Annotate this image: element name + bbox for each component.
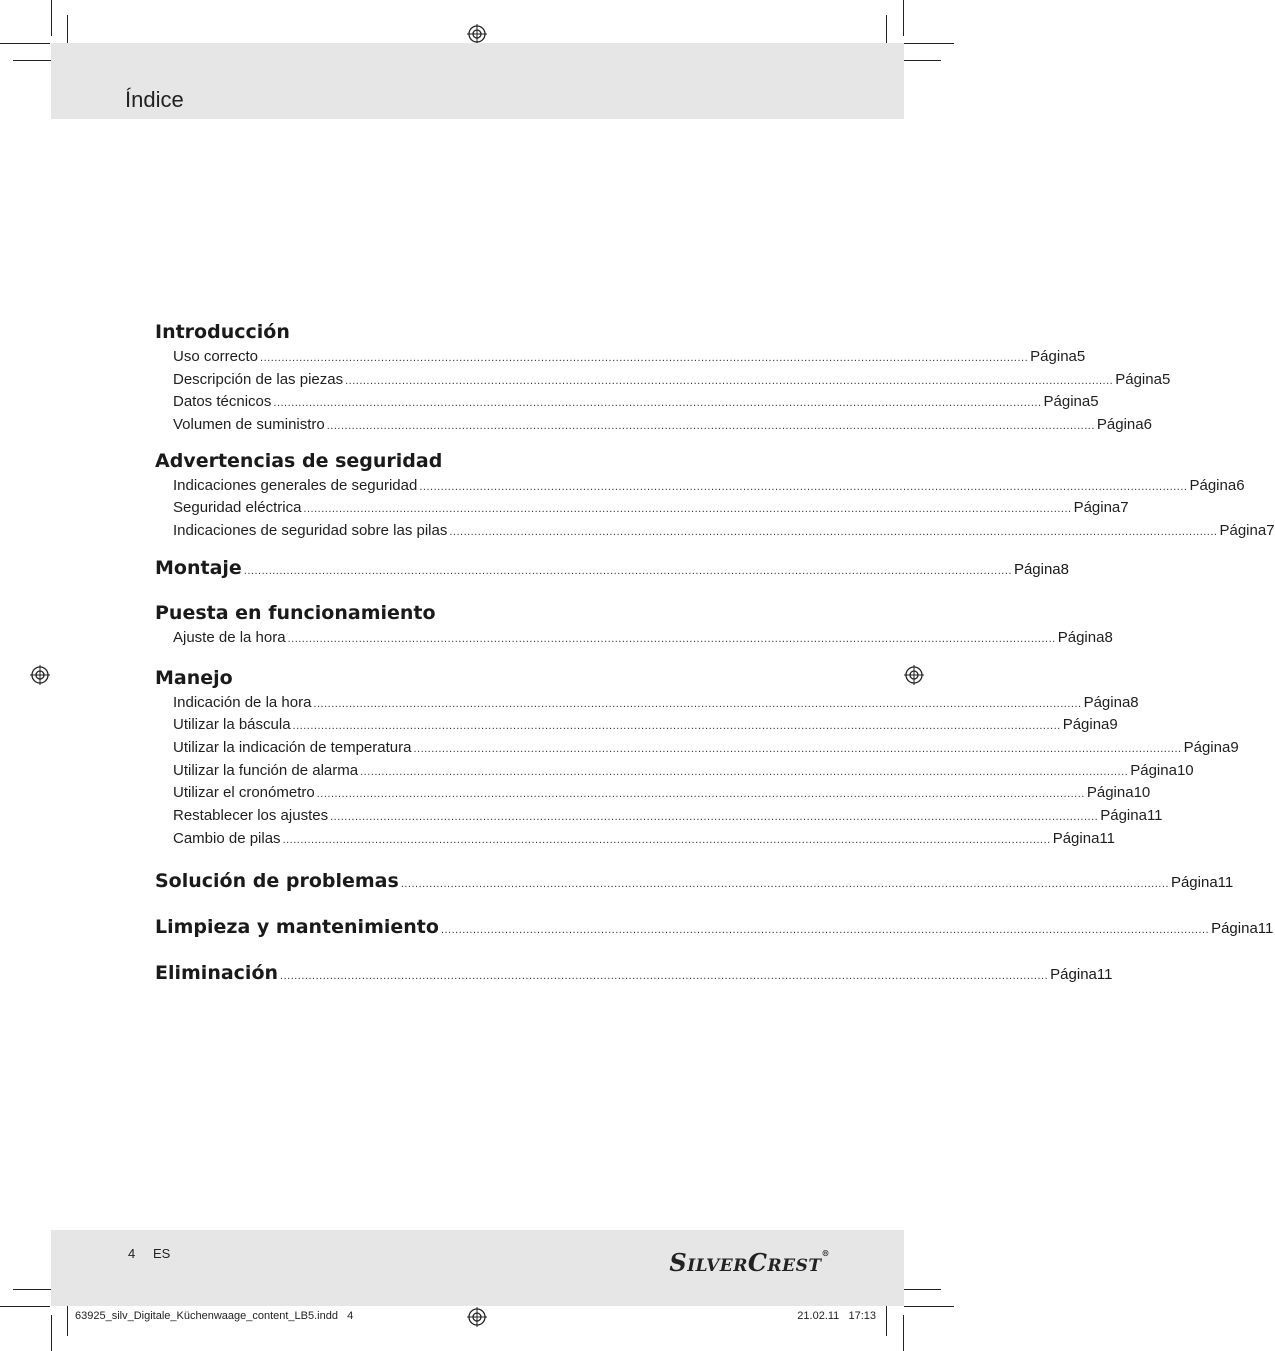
- toc-entry[interactable]: [155, 391, 1099, 414]
- entry-label: Utilizar la indicación de temperatura: [173, 738, 412, 756]
- dot-leader: ........................................................................................................................................................................................................................: [449, 526, 1218, 539]
- page-word: Página: [1170, 874, 1218, 892]
- crop-mark: [903, 1315, 904, 1351]
- page-number: 8: [1130, 693, 1139, 711]
- footer-language: ES: [153, 1246, 171, 1261]
- page-word: Página: [1030, 348, 1077, 365]
- page-word: Página: [1013, 560, 1061, 578]
- registered-mark: ®: [821, 1248, 830, 1258]
- brand-logo: [669, 1248, 830, 1277]
- page-word: Página: [1100, 806, 1147, 824]
- page-word: Página: [1057, 628, 1105, 646]
- page-word: Página: [1115, 370, 1162, 388]
- page-number: 11: [1096, 966, 1113, 984]
- toc-entry[interactable]: [155, 714, 1118, 737]
- crop-mark: [51, 0, 52, 36]
- page-word: Página: [1096, 416, 1144, 434]
- page-word: Página: [1043, 393, 1091, 411]
- page-word: Página: [1219, 522, 1267, 540]
- toc-entry[interactable]: [155, 627, 1113, 650]
- entry-label: Uso correcto: [173, 348, 259, 365]
- footer-page-number: 4: [128, 1246, 136, 1261]
- dot-leader: ........................................................................................................................................................................................................................: [419, 480, 1188, 493]
- dot-leader: ........................................................................................................................................................................................................................: [316, 788, 1085, 801]
- section-title: Manejo: [155, 666, 233, 689]
- dot-leader: ........................................................................................................................................................................................................................: [360, 765, 1129, 778]
- logo-letters: ILVER: [687, 1256, 748, 1276]
- dot-leader: ........................................................................................................................................................................................................................: [313, 697, 1082, 710]
- page-header: [51, 43, 904, 119]
- logo-letters: REST: [767, 1256, 822, 1276]
- dot-leader: ........................................................................................................................................................................................................................: [282, 833, 1051, 846]
- page-word: Página: [1183, 738, 1231, 756]
- page-footer: [51, 1230, 904, 1306]
- dot-leader: ........................................................................................................................................................................................................................: [292, 720, 1061, 733]
- dot-leader: ........................................................................................................................................................................................................................: [243, 564, 1012, 577]
- registration-mark-icon: [904, 665, 924, 685]
- toc-entry[interactable]: [155, 828, 1115, 851]
- dot-leader: ........................................................................................................................................................................................................................: [260, 352, 1029, 364]
- registration-mark-icon: [467, 1307, 487, 1327]
- dot-leader: ........................................................................................................................................................................................................................: [273, 397, 1042, 410]
- toc-entry[interactable]: [155, 497, 1129, 520]
- entry-label: Seguridad eléctrica: [173, 499, 302, 517]
- toc-entry[interactable]: [155, 414, 1152, 437]
- logo-letter: S: [669, 1248, 688, 1277]
- page-word: Página: [1130, 761, 1177, 779]
- section-title: Solución de problemas: [155, 870, 399, 893]
- crop-mark: [902, 1289, 941, 1290]
- page-word: Página: [1050, 966, 1097, 984]
- page-number: 9: [1109, 716, 1118, 734]
- entry-label: Utilizar la báscula: [173, 716, 291, 734]
- crop-mark: [67, 1303, 68, 1336]
- crop-mark: [13, 60, 52, 61]
- toc-entry[interactable]: [155, 737, 1239, 760]
- entry-label: Indicaciones de seguridad sobre las pilas: [173, 522, 448, 540]
- crop-mark: [51, 1315, 52, 1351]
- section-title: Eliminación: [155, 962, 279, 985]
- page-word: Página: [1062, 716, 1110, 734]
- section-title: Puesta en funcionamiento: [155, 601, 436, 624]
- slug-filename: 63925_silv_Digitale_Küchenwaage_content_LB5.indd 4: [75, 1310, 354, 1322]
- toc-section-solucion[interactable]: [155, 866, 1234, 896]
- toc-entry[interactable]: [155, 692, 1139, 715]
- page-number: 8: [1104, 628, 1113, 646]
- page-word: Página: [1073, 499, 1121, 517]
- page-number: 7: [1120, 499, 1129, 517]
- entry-label: Ajuste de la hora: [173, 628, 286, 646]
- toc-section-advertencias: [155, 447, 1275, 543]
- toc-entry[interactable]: [155, 782, 1151, 805]
- page-number: 7: [1266, 522, 1275, 540]
- page-word: Página: [1189, 476, 1237, 494]
- dot-leader: ........................................................................................................................................................................................................................: [330, 810, 1099, 823]
- crop-mark: [0, 1306, 50, 1307]
- dot-leader: ........................................................................................................................................................................................................................: [287, 632, 1056, 645]
- page-word: Página: [1083, 693, 1131, 711]
- page-number: 9: [1230, 738, 1239, 756]
- dot-leader: ........................................................................................................................................................................................................................: [400, 878, 1169, 891]
- crop-mark: [13, 1289, 52, 1290]
- toc-entry[interactable]: [155, 520, 1275, 543]
- page-number: 6: [1236, 476, 1245, 494]
- dot-leader: ........................................................................................................................................................................................................................: [326, 420, 1095, 433]
- page-word: Página: [1211, 920, 1258, 938]
- table-of-contents: [155, 318, 1275, 1004]
- page-number: 5: [1161, 370, 1171, 388]
- toc-section-puesta: [155, 599, 1113, 650]
- page-number: 10: [1133, 784, 1151, 802]
- crop-mark: [904, 43, 954, 44]
- dot-leader: ........................................................................................................................................................................................................................: [303, 503, 1072, 516]
- crop-mark: [902, 60, 941, 61]
- entry-label: Restablecer los ajustes: [173, 806, 329, 824]
- page-number: 11: [1099, 829, 1115, 847]
- page-number: 8: [1060, 560, 1069, 578]
- toc-entry[interactable]: [155, 346, 1086, 369]
- crop-mark: [904, 1306, 954, 1307]
- toc-entry[interactable]: [155, 475, 1245, 498]
- entry-label: Datos técnicos: [173, 393, 272, 411]
- page-number: 5: [1076, 348, 1086, 365]
- entry-label: Cambio de pilas: [173, 829, 281, 847]
- section-title: Advertencias de seguridad: [155, 449, 443, 472]
- toc-entry[interactable]: [155, 369, 1171, 392]
- entry-label: Utilizar el cronómetro: [173, 784, 315, 802]
- page-number: 6: [1143, 416, 1152, 434]
- page-number: 11: [1146, 806, 1163, 824]
- toc-section-montaje[interactable]: [155, 553, 1069, 583]
- page-word: Página: [1052, 829, 1100, 847]
- page-number: 5: [1090, 393, 1099, 411]
- logo-letter: C: [747, 1248, 768, 1277]
- page-word: Página: [1086, 784, 1134, 802]
- toc-section-limpieza[interactable]: [155, 912, 1274, 942]
- toc-entry[interactable]: [155, 805, 1163, 828]
- crop-mark: [0, 43, 50, 44]
- registration-mark-icon: [467, 24, 487, 44]
- dot-leader: ........................................................................................................................................................................................................................: [440, 924, 1210, 937]
- dot-leader: ........................................................................................................................................................................................................................: [413, 742, 1182, 755]
- toc-section-introduccion: [155, 318, 1171, 437]
- section-title: Introducción: [155, 321, 290, 343]
- entry-label: Utilizar la función de alarma: [173, 761, 359, 779]
- section-title: Limpieza y mantenimiento: [155, 916, 439, 939]
- toc-section-manejo: [155, 664, 1239, 851]
- entry-label: Indicaciones generales de seguridad: [173, 476, 418, 494]
- page-number: 10: [1176, 761, 1194, 779]
- slug-datetime: 21.02.11 17:13: [797, 1310, 876, 1322]
- section-title: Montaje: [155, 556, 242, 579]
- dot-leader: ........................................................................................................................................................................................................................: [280, 970, 1049, 983]
- crop-mark: [886, 1303, 887, 1336]
- entry-label: Volumen de suministro: [173, 416, 325, 434]
- dot-leader: ........................................................................................................................................................................................................................: [345, 374, 1114, 387]
- page-number: 11: [1217, 874, 1234, 892]
- entry-label: Indicación de la hora: [173, 693, 312, 711]
- toc-entry[interactable]: [155, 760, 1194, 783]
- registration-mark-icon: [30, 665, 50, 685]
- entry-label: Descripción de las piezas: [173, 370, 344, 388]
- page-number: 11: [1257, 920, 1274, 938]
- page-title: Índice: [125, 87, 184, 112]
- crop-mark: [903, 0, 904, 36]
- toc-section-eliminacion[interactable]: [155, 958, 1113, 988]
